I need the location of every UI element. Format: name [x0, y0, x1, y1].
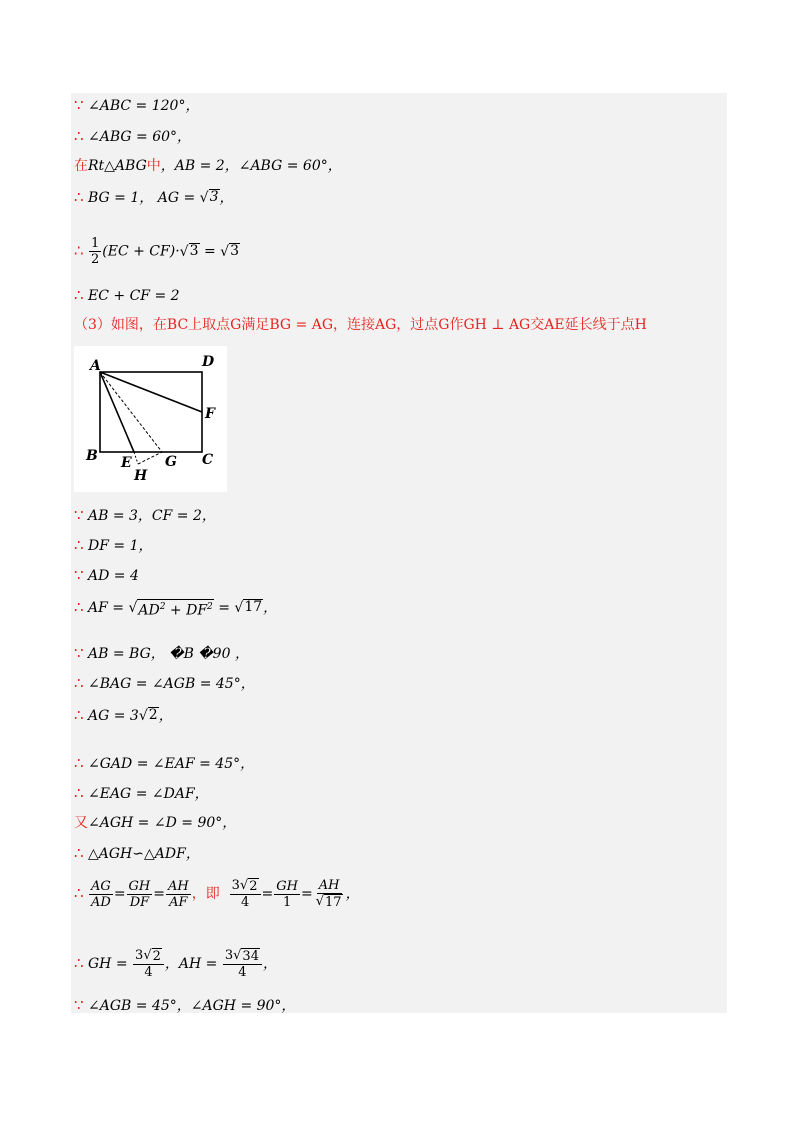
label-E: E: [121, 455, 132, 471]
step-12: ∵ AB = BG， �B �90 ，: [74, 644, 249, 662]
step-18: ∴ △AGH∽△ADF，: [74, 844, 200, 862]
step-17: 又∠AGH = ∠D = 90°，: [74, 815, 237, 831]
step-2: ∴ ∠ABG = 60°，: [74, 127, 192, 145]
step-14: ∴ AG = 3 √ 2 ，: [74, 706, 173, 724]
label-H: H: [134, 468, 148, 484]
rectangle-diagram: [74, 346, 227, 492]
geometry-figure: [74, 346, 227, 492]
solution-panel: [71, 93, 727, 1013]
label-A: A: [90, 358, 101, 374]
label-F: F: [205, 406, 215, 422]
step-13: ∴ ∠BAG = ∠AGB = 45°，: [74, 674, 255, 692]
step-9: ∴ DF = 1，: [74, 536, 153, 554]
step-1: ∵ ∠ABC = 120°，: [74, 96, 200, 114]
fraction-half: $\frac{1}{2}$: [91, 236, 100, 267]
step-4: ∴ BG = 1， AG = √ 3 ，: [74, 188, 234, 206]
step-6: ∴ EC + CF = 2: [74, 286, 180, 304]
step-8: ∵ AB = 3，CF = 2，: [74, 506, 216, 524]
label-D: D: [202, 354, 215, 370]
step-11: ∴ AF = √ $AD^2 + DF^2$ = √ 17 ，: [74, 598, 278, 619]
step-16: ∴ ∠EAG = ∠DAF，: [74, 784, 209, 802]
label-G: G: [165, 454, 177, 470]
sqrt-3: √ 3: [199, 189, 219, 206]
step-15: ∴ ∠GAD = ∠EAF = 45°，: [74, 754, 255, 772]
label-C: C: [202, 452, 214, 468]
step-19: ∴ $\frac{AG}{AD}$ = $\frac{GH}{DF}$ = $\frac{AH}{AF}$ ，即 3 √ 2 4 = $\frac{GH}{1}$ = AH √ 17 ，: [74, 878, 360, 910]
step-5: ∴ $\frac{1}{2}$ (EC + CF)· √ 3 = √ 3: [74, 236, 239, 267]
step-20: ∴ GH = 3 √ 2 4 ，AH = 3 √ 34 4 ，: [74, 948, 277, 980]
step-21: ∵ ∠AGB = 45°，∠AGH = 90°，: [74, 996, 296, 1014]
label-B: B: [86, 448, 98, 464]
part-3-heading: （3）如图，在BC上取点G满足BG = AG，连接AG，过点G作GH ⊥ AG交AE延长线于点H: [74, 317, 647, 333]
step-10: ∵ AD = 4: [74, 566, 139, 584]
step-3: 在Rt△ABG中，AB = 2，∠ABG = 60°，: [74, 158, 342, 174]
